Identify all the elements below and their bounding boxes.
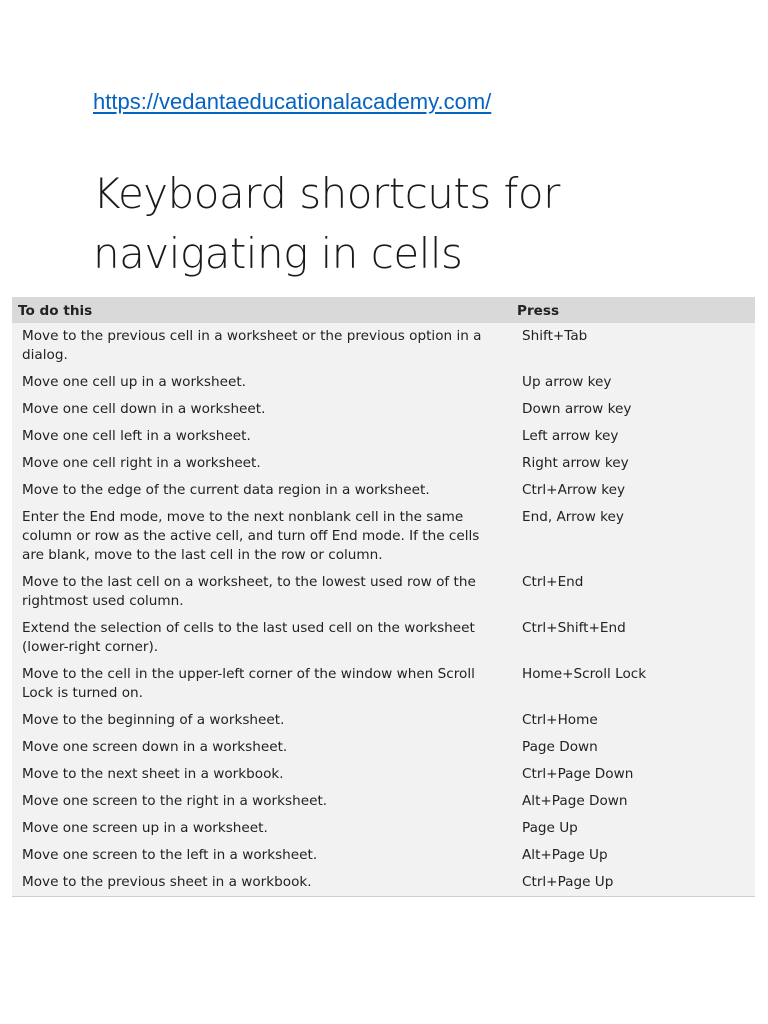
website-link[interactable]: https://vedantaeducationalacademy.com/ (93, 89, 492, 114)
shortcut-cell: End, Arrow key (522, 509, 624, 525)
action-cell: Move one cell left in a worksheet. (22, 428, 251, 444)
shortcuts-table (12, 297, 755, 896)
action-cell: Move one screen up in a worksheet. (22, 820, 268, 836)
action-cell: Move to the beginning of a worksheet. (22, 712, 285, 728)
action-cell: Enter the End mode, move to the next nonblank cell in the same column or row as the active cell, and turn off End mode. If the cells are blank, move to the last cell in the row or column. (22, 509, 480, 563)
action-cell: Move to the next sheet in a workbook. (22, 766, 284, 782)
table-row (12, 477, 755, 504)
shortcut-cell: Alt+Page Down (522, 793, 628, 809)
table-row (12, 423, 755, 450)
table-header-row (12, 297, 755, 323)
table-row (12, 450, 755, 477)
shortcut-cell: Up arrow key (522, 374, 612, 390)
action-cell: Move to the previous sheet in a workbook. (22, 874, 312, 890)
table-row (12, 815, 755, 842)
action-cell: Move one screen down in a worksheet. (22, 739, 288, 755)
shortcut-cell: Ctrl+End (522, 574, 584, 590)
shortcut-cell: Ctrl+Page Up (522, 874, 614, 890)
shortcut-cell: Ctrl+Home (522, 712, 598, 728)
action-cell: Move one cell up in a worksheet. (22, 374, 247, 390)
column-header-press: Press (511, 297, 755, 323)
table-row (12, 661, 755, 707)
table-row (12, 707, 755, 734)
action-cell: Move one cell right in a worksheet. (22, 455, 261, 471)
shortcut-cell: Ctrl+Arrow key (522, 482, 626, 498)
table-row (12, 761, 755, 788)
table-row (12, 615, 755, 661)
action-cell: Move one cell down in a worksheet. (22, 401, 266, 417)
table-row (12, 369, 755, 396)
table-row (12, 396, 755, 423)
shortcut-cell: Down arrow key (522, 401, 632, 417)
action-cell: Extend the selection of cells to the last used cell on the worksheet (lower-right corner). (22, 620, 475, 655)
shortcuts-table-container (12, 297, 755, 897)
action-cell: Move one screen to the left in a worksheet. (22, 847, 318, 863)
shortcut-cell: Alt+Page Up (522, 847, 608, 863)
action-cell: Move to the last cell on a worksheet, to the lowest used row of the rightmost used column. (22, 574, 476, 609)
action-cell: Move to the edge of the current data region in a worksheet. (22, 482, 430, 498)
shortcut-cell: Right arrow key (522, 455, 629, 471)
shortcut-cell: Ctrl+Shift+End (522, 620, 626, 636)
table-row (12, 504, 755, 569)
table-row (12, 734, 755, 761)
shortcut-cell: Left arrow key (522, 428, 619, 444)
shortcut-cell: Page Up (522, 820, 578, 836)
column-header-action: To do this (12, 297, 511, 323)
shortcut-cell: Page Down (522, 739, 598, 755)
table-row (12, 842, 755, 869)
shortcut-cell: Ctrl+Page Down (522, 766, 634, 782)
table-row (12, 323, 755, 369)
shortcut-cell: Home+Scroll Lock (522, 666, 647, 682)
table-row (12, 869, 755, 896)
table-row (12, 569, 755, 615)
shortcut-cell: Shift+Tab (522, 328, 588, 344)
action-cell: Move to the previous cell in a worksheet or the previous option in a dialog. (22, 328, 482, 363)
table-row (12, 788, 755, 815)
page-title: Keyboard shortcuts for navigating in cells (93, 169, 560, 278)
table-body (12, 323, 755, 896)
action-cell: Move to the cell in the upper-left corner of the window when Scroll Lock is turned on. (22, 666, 475, 701)
action-cell: Move one screen to the right in a worksheet. (22, 793, 328, 809)
